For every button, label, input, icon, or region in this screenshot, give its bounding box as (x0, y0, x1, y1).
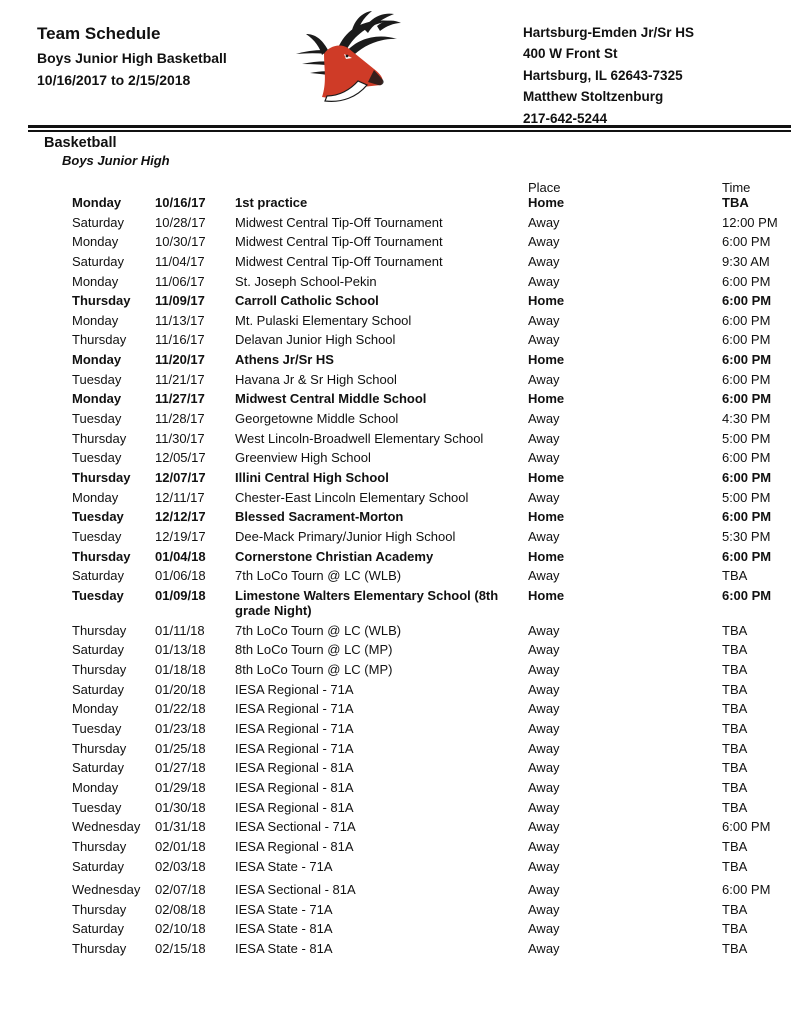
schedule-cell-event: Carroll Catholic School (235, 293, 379, 309)
schedule-cell-place: Away (528, 568, 560, 584)
schedule-cell-place: Away (528, 234, 560, 250)
schedule-cell-place: Away (528, 411, 560, 427)
schedule-cell-place: Away (528, 332, 560, 348)
schedule-cell-day: Thursday (72, 740, 127, 756)
schedule-cell-day: Tuesday (72, 528, 122, 544)
schedule-row (0, 293, 800, 313)
schedule-cell-time: 6:00 PM (722, 234, 771, 250)
schedule-cell-date: 01/20/18 (155, 681, 206, 697)
schedule-cell-event: IESA Regional - 81A (235, 838, 354, 854)
schedule-cell-day: Tuesday (72, 587, 124, 603)
schedule-row (0, 195, 800, 215)
schedule-cell-event: IESA Regional - 71A (235, 681, 354, 697)
schedule-cell-place: Away (528, 760, 560, 776)
schedule-row (0, 941, 800, 961)
schedule-cell-date: 11/30/17 (155, 430, 205, 446)
schedule-cell-date: 01/11/18 (155, 622, 205, 638)
schedule-cell-day: Wednesday (72, 882, 141, 898)
schedule-cell-date: 11/09/17 (155, 293, 205, 309)
schedule-cell-date: 01/22/18 (155, 701, 206, 717)
schedule-cell-time: 6:00 PM (722, 587, 772, 603)
schedule-cell-event: Delavan Junior High School (235, 332, 396, 348)
schedule-cell-date: 01/30/18 (155, 799, 206, 815)
schedule-cell-event: 8th LoCo Tourn @ LC (MP) (235, 662, 393, 678)
schedule-cell-day: Monday (72, 234, 119, 250)
schedule-cell-event: IESA Regional - 71A (235, 740, 354, 756)
schedule-cell-event: Midwest Central Tip-Off Tournament (235, 234, 443, 250)
schedule-row (0, 254, 800, 274)
schedule-cell-place: Away (528, 882, 560, 898)
schedule-cell-place: Home (528, 352, 565, 368)
schedule-row (0, 313, 800, 333)
schedule-cell-time: 6:00 PM (722, 450, 771, 466)
schedule-cell-place: Away (528, 740, 560, 756)
schedule-cell-time: 6:00 PM (722, 469, 772, 485)
schedule-cell-date: 01/09/18 (155, 587, 206, 603)
schedule-row (0, 431, 800, 451)
schedule-cell-time: 9:30 AM (722, 253, 770, 269)
schedule-cell-date: 10/16/17 (155, 195, 206, 210)
schedule-cell-day: Monday (72, 195, 122, 210)
schedule-cell-date: 01/18/18 (155, 662, 206, 678)
schedule-cell-day: Tuesday (72, 411, 122, 427)
schedule-cell-event: Blessed Sacrament-Morton (235, 509, 404, 525)
schedule-cell-date: 01/06/18 (155, 568, 206, 584)
schedule-cell-place: Away (528, 371, 560, 387)
schedule-cell-date: 12/05/17 (155, 450, 206, 466)
schedule-cell-day: Thursday (72, 548, 131, 564)
schedule-row (0, 274, 800, 294)
schedule-row (0, 234, 800, 254)
schedule-cell-time: TBA (722, 681, 748, 697)
schedule-cell-event: Dee-Mack Primary/Junior High School (235, 528, 456, 544)
schedule-cell-day: Saturday (72, 642, 125, 658)
schedule-cell-event: Midwest Central Tip-Off Tournament (235, 214, 443, 230)
schedule-cell-date: 11/13/17 (155, 312, 205, 328)
schedule-cell-time: TBA (722, 642, 748, 658)
schedule-cell-place: Away (528, 838, 560, 854)
schedule-cell-place: Away (528, 701, 560, 717)
schedule-cell-place: Away (528, 489, 560, 505)
schedule-cell-event: Limestone Walters Elementary School (8th grade Night) (235, 587, 499, 618)
schedule-cell-event: 7th LoCo Tourn @ LC (WLB) (235, 568, 402, 584)
schedule-cell-day: Tuesday (72, 721, 122, 737)
schedule-cell-time: 6:00 PM (722, 273, 771, 289)
schedule-row (0, 859, 800, 879)
schedule-cell-place: Away (528, 779, 560, 795)
schedule-cell-day: Monday (72, 701, 119, 717)
schedule-cell-place: Away (528, 312, 560, 328)
schedule-row (0, 509, 800, 529)
schedule-row (0, 490, 800, 510)
schedule-cell-time: 6:00 PM (722, 352, 772, 368)
schedule-cell-place: Away (528, 214, 560, 230)
schedule-row (0, 568, 800, 588)
schedule-cell-day: Thursday (72, 332, 127, 348)
schedule-cell-place: Home (528, 391, 565, 407)
date-range: 10/16/2017 to 2/15/2018 (37, 72, 191, 88)
schedule-cell-place: Away (528, 921, 560, 937)
schedule-cell-date: 02/03/18 (155, 858, 206, 874)
school-name: Hartsburg-Emden Jr/Sr HS (523, 25, 695, 40)
schedule-cell-day: Monday (72, 391, 122, 407)
schedule-cell-date: 10/28/17 (155, 214, 206, 230)
schedule-cell-place: Away (528, 273, 560, 289)
team-subtitle: Boys Junior High Basketball (37, 50, 227, 66)
schedule-cell-event: St. Joseph School-Pekin (235, 273, 377, 289)
schedule-cell-time: TBA (722, 622, 748, 638)
schedule-cell-time: TBA (722, 721, 748, 737)
schedule-cell-place: Away (528, 528, 560, 544)
contact-block (523, 22, 694, 129)
schedule-cell-date: 12/07/17 (155, 469, 206, 485)
schedule-cell-time: 6:00 PM (722, 548, 772, 564)
schedule-cell-day: Thursday (72, 622, 127, 638)
schedule-row (0, 529, 800, 549)
schedule-section (0, 136, 800, 961)
schedule-cell-event: Cornerstone Christian Academy (235, 548, 434, 564)
city-state-zip: Hartsburg, IL 62643-7325 (523, 67, 683, 83)
schedule-cell-event: IESA State - 71A (235, 858, 333, 874)
schedule-cell-event: West Lincoln-Broadwell Elementary School (235, 430, 484, 446)
schedule-cell-day: Thursday (72, 901, 127, 917)
schedule-row (0, 332, 800, 352)
schedule-cell-time: 6:00 PM (722, 312, 771, 328)
schedule-row (0, 921, 800, 941)
schedule-cell-event: IESA State - 81A (235, 921, 333, 937)
schedule-cell-day: Monday (72, 352, 122, 368)
schedule-cell-time: TBA (722, 195, 749, 210)
schedule-cell-date: 12/19/17 (155, 528, 206, 544)
schedule-cell-date: 01/29/18 (155, 779, 206, 795)
schedule-cell-time: 6:00 PM (722, 293, 772, 309)
schedule-cell-place: Away (528, 662, 560, 678)
schedule-row (0, 682, 800, 702)
schedule-cell-event: 1st practice (235, 195, 308, 210)
schedule-cell-event: IESA State - 81A (235, 941, 333, 957)
schedule-cell-place: Away (528, 681, 560, 697)
schedule-cell-place: Away (528, 941, 560, 957)
schedule-table (0, 180, 800, 961)
schedule-cell-date: 02/01/18 (155, 838, 206, 854)
schedule-cell-time: 6:00 PM (722, 391, 772, 407)
schedule-cell-day: Saturday (72, 568, 125, 584)
sport-heading: Basketball (44, 135, 117, 151)
schedule-cell-date: 10/30/17 (155, 234, 206, 250)
schedule-row (0, 819, 800, 839)
title-block (37, 24, 227, 88)
schedule-cell-time: 4:30 PM (722, 411, 771, 427)
schedule-cell-day: Saturday (72, 921, 125, 937)
schedule-cell-date: 02/08/18 (155, 901, 206, 917)
stag-logo-graphic (294, 8, 406, 108)
schedule-cell-event: Havana Jr & Sr High School (235, 371, 397, 387)
schedule-row (0, 721, 800, 741)
schedule-cell-event: Midwest Central Middle School (235, 391, 427, 407)
schedule-cell-event: Midwest Central Tip-Off Tournament (235, 253, 443, 269)
schedule-cell-time: TBA (722, 838, 748, 854)
schedule-cell-date: 11/04/17 (155, 253, 205, 269)
schedule-cell-time: TBA (722, 662, 748, 678)
schedule-row (0, 642, 800, 662)
schedule-row (0, 450, 800, 470)
schedule-cell-event: Chester-East Lincoln Elementary School (235, 489, 469, 505)
schedule-cell-event: IESA Regional - 71A (235, 701, 354, 717)
schedule-cell-date: 01/27/18 (155, 760, 206, 776)
schedule-cell-date: 12/11/17 (155, 489, 205, 505)
schedule-cell-day: Thursday (72, 469, 131, 485)
schedule-row (0, 701, 800, 721)
schedule-cell-time: 5:00 PM (722, 489, 771, 505)
schedule-cell-date: 01/04/18 (155, 548, 206, 564)
schedule-cell-day: Wednesday (72, 819, 141, 835)
schedule-cell-place: Away (528, 622, 560, 638)
schedule-cell-date: 11/28/17 (155, 411, 205, 427)
schedule-cell-time: TBA (722, 941, 748, 957)
schedule-cell-day: Saturday (72, 858, 125, 874)
schedule-row (0, 623, 800, 643)
schedule-cell-event: IESA Sectional - 81A (235, 882, 356, 898)
schedule-cell-place: Home (528, 195, 565, 210)
page-title: Team Schedule (37, 24, 161, 43)
schedule-cell-day: Monday (72, 779, 119, 795)
schedule-cell-place: Away (528, 253, 560, 269)
schedule-cell-place: Away (528, 901, 560, 917)
schedule-cell-date: 01/25/18 (155, 740, 206, 756)
schedule-cell-event: IESA Regional - 71A (235, 721, 354, 737)
schedule-row (0, 411, 800, 431)
schedule-cell-time: 6:00 PM (722, 882, 771, 898)
schedule-cell-day: Monday (72, 489, 119, 505)
schedule-row (0, 215, 800, 235)
schedule-cell-time: 12:00 PM (722, 214, 778, 230)
schedule-cell-time: TBA (722, 701, 748, 717)
schedule-cell-time: TBA (722, 799, 748, 815)
schedule-cell-date: 11/20/17 (155, 352, 205, 368)
schedule-row (0, 549, 800, 569)
schedule-cell-place: Away (528, 799, 560, 815)
schedule-cell-place: Away (528, 430, 560, 446)
schedule-cell-event: IESA Regional - 81A (235, 799, 354, 815)
schedule-cell-event: IESA State - 71A (235, 901, 333, 917)
schedule-cell-date: 11/21/17 (155, 371, 205, 387)
schedule-cell-place: Home (528, 469, 565, 485)
schedule-cell-day: Tuesday (72, 371, 122, 387)
schedule-cell-date: 02/15/18 (155, 941, 206, 957)
schedule-cell-time: TBA (722, 779, 748, 795)
schedule-row (0, 882, 800, 902)
time-column-header: Time (722, 180, 751, 195)
team-heading: Boys Junior High (62, 153, 170, 168)
schedule-row (0, 391, 800, 411)
schedule-cell-place: Away (528, 450, 560, 466)
schedule-cell-event: 7th LoCo Tourn @ LC (WLB) (235, 622, 402, 638)
schedule-cell-time: 5:00 PM (722, 430, 771, 446)
schedule-cell-event: IESA Regional - 81A (235, 760, 354, 776)
schedule-cell-date: 02/07/18 (155, 882, 206, 898)
header-divider-rule (28, 125, 791, 132)
schedule-cell-date: 12/12/17 (155, 509, 206, 525)
day-column-header (72, 180, 155, 195)
schedule-cell-place: Away (528, 642, 560, 658)
schedule-column-headers (0, 180, 800, 195)
schedule-cell-place: Home (528, 509, 565, 525)
schedule-cell-day: Tuesday (72, 450, 122, 466)
place-column-header: Place (528, 180, 561, 195)
schedule-row (0, 902, 800, 922)
schedule-cell-date: 02/10/18 (155, 921, 206, 937)
schedule-row (0, 800, 800, 820)
schedule-cell-event: Athens Jr/Sr HS (235, 352, 334, 368)
schedule-cell-event: 8th LoCo Tourn @ LC (MP) (235, 642, 393, 658)
street-address: 400 W Front St (523, 46, 618, 62)
schedule-cell-time: TBA (722, 858, 748, 874)
schedule-row (0, 662, 800, 682)
schedule-cell-place: Away (528, 858, 560, 874)
schedule-cell-place: Home (528, 548, 565, 564)
contact-person: Matthew Stoltzenburg (523, 89, 664, 105)
schedule-cell-day: Thursday (72, 430, 127, 446)
schedule-cell-time: TBA (722, 760, 748, 776)
schedule-row (0, 372, 800, 392)
schedule-cell-day: Thursday (72, 941, 127, 957)
schedule-cell-date: 11/27/17 (155, 391, 205, 407)
schedule-cell-time: 5:30 PM (722, 528, 771, 544)
schedule-cell-place: Away (528, 819, 560, 835)
schedule-row (0, 760, 800, 780)
schedule-row (0, 352, 800, 372)
schedule-cell-event: IESA Sectional - 71A (235, 819, 356, 835)
schedule-cell-date: 01/13/18 (155, 642, 206, 658)
schedule-row (0, 839, 800, 859)
schedule-rows (0, 195, 800, 961)
event-column-header (235, 180, 528, 195)
schedule-cell-day: Saturday (72, 681, 125, 697)
schedule-cell-date: 01/31/18 (155, 819, 206, 835)
schedule-cell-event: Georgetowne Middle School (235, 411, 399, 427)
schedule-cell-time: TBA (722, 568, 748, 584)
schedule-cell-place: Away (528, 721, 560, 737)
schedule-cell-day: Thursday (72, 293, 131, 309)
schedule-cell-day: Monday (72, 312, 119, 328)
schedule-cell-date: 01/23/18 (155, 721, 206, 737)
schedule-cell-event: Greenview High School (235, 450, 371, 466)
schedule-cell-place: Home (528, 293, 565, 309)
schedule-cell-day: Tuesday (72, 799, 122, 815)
schedule-row (0, 470, 800, 490)
schedule-cell-time: TBA (722, 740, 748, 756)
schedule-cell-day: Saturday (72, 214, 125, 230)
schedule-cell-date: 11/16/17 (155, 332, 205, 348)
schedule-cell-event: Mt. Pulaski Elementary School (235, 312, 412, 328)
schedule-cell-time: TBA (722, 901, 748, 917)
schedule-cell-event: IESA Regional - 81A (235, 779, 354, 795)
schedule-cell-day: Thursday (72, 662, 127, 678)
schedule-row (0, 780, 800, 800)
schedule-cell-time: TBA (722, 921, 748, 937)
schedule-cell-day: Thursday (72, 838, 127, 854)
schedule-cell-time: 6:00 PM (722, 332, 771, 348)
schedule-cell-day: Saturday (72, 760, 125, 776)
stag-logo (294, 8, 406, 108)
schedule-cell-time: 6:00 PM (722, 819, 771, 835)
schedule-cell-place: Home (528, 587, 565, 603)
schedule-cell-date: 11/06/17 (155, 273, 205, 289)
schedule-cell-time: 6:00 PM (722, 371, 771, 387)
schedule-row (0, 588, 800, 623)
schedule-cell-time: 6:00 PM (722, 509, 772, 525)
schedule-cell-day: Monday (72, 273, 119, 289)
schedule-cell-day: Tuesday (72, 509, 124, 525)
contact-phone: 217-642-5244 (523, 110, 608, 126)
schedule-cell-day: Saturday (72, 253, 125, 269)
date-column-header (155, 180, 235, 195)
schedule-row (0, 741, 800, 761)
schedule-cell-event: Illini Central High School (235, 469, 389, 485)
